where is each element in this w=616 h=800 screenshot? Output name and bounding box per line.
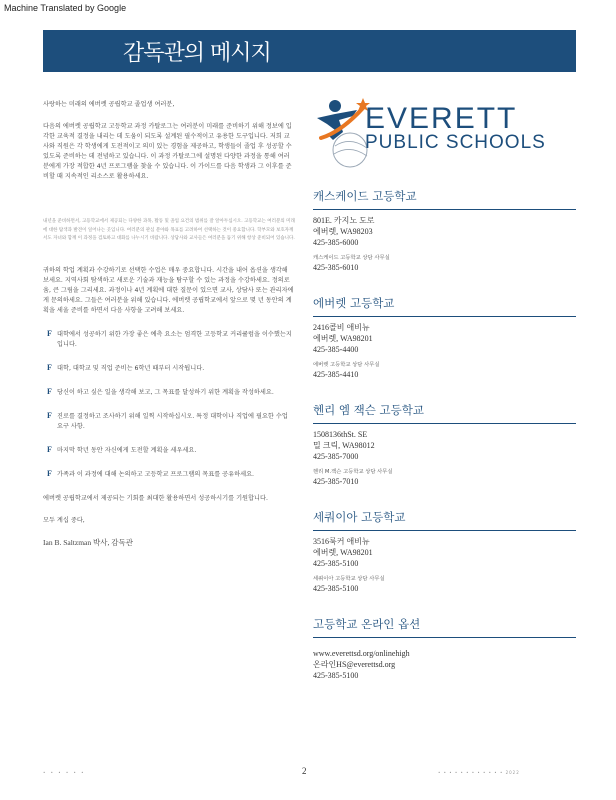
school-name: 헨리 엠 잭슨 고등학교 — [313, 402, 576, 424]
bullet-item — [43, 330, 295, 350]
bullet-item — [43, 470, 295, 480]
school-cascade — [313, 188, 576, 273]
regards: 모두 계십 중다, — [43, 516, 85, 524]
logo-word-public-schools: PUBLIC SCHOOLS — [365, 132, 546, 153]
online-email-link[interactable]: 온라인HS@everettsd.org — [313, 660, 396, 669]
school-street: 1508136thSt. SE — [313, 430, 368, 439]
signature: Ian B. Saltzman 박사, 감독관 — [43, 537, 133, 547]
school-name: 캐스케이드 고등학교 — [313, 188, 576, 210]
second-paragraph: 내년을 준비하면서, 고등학교에서 제공되는 다양한 과목, 활동 및 졸업 요건의 범위를 잘 알아두십시오. 고등학교는 여러분의 미래에 대한 탐색과 발견이 일어나는 곳입니다. 여러분의 관심 분야와 목표를 고려하여 선택하는 것이 중요합니다. 학부모와 보호자께서도 자녀와 함께 이 과정을 검토하고 대화를 나누시기 바랍니다. 상담사와 교사들은 여러분을 돕기 위해 항상 준비되어 있습니다. — [43, 219, 295, 241]
bullet-text: 대학에서 성공하기 위한 가장 좋은 예측 요소는 엄격한 고등학교 커리큘럼을 이수했는지입니다. — [57, 330, 292, 348]
bullet-item — [43, 364, 295, 374]
bullet-text: 당신이 하고 싶은 일을 생각해 보고, 그 목표를 달성하기 위한 계획을 작성하세요. — [57, 388, 274, 396]
counseling-phone: 425-385-7010 — [313, 477, 359, 486]
planning-paragraph: 귀하의 학업 계획과 수강하기로 선택한 수업은 매우 중요합니다. 시간을 내어 옵션을 생각해 보세요. 지역사회 탐색하고 새로운 기술과 재능을 탐구할 수 있는 과정을 수강하세요. 정의로움, 큰 그림을 그리세요. 과정이나 4년 계획에 대한 질문이 있으면 교사, 상담사 또는 관리자에게 문의하세요. 그들은 여러분을 위해 있습니다. 에버렛 공립학교에서 앞으로 몇 년 동안의 계획을 세울 준비를 하면서 다음 사항을 고려해 보세요. — [43, 266, 294, 314]
counseling-office: 캐스케이드 고등학교 상담 사무실 — [313, 255, 390, 261]
title-banner — [43, 30, 576, 72]
school-name: 에버렛 고등학교 — [313, 295, 576, 317]
bullet-item — [43, 388, 295, 398]
counseling-phone: 425-385-6010 — [313, 263, 359, 272]
online-title: 고등학교 온라인 옵션 — [313, 616, 576, 638]
intro-paragraph: 다음의 에버렛 공립학교 고등학교 과정 카탈로그는 여러분이 미래를 준비하기 위해 정보에 입각한 교육적 결정을 내리는 데 도움이 되도록 설계된 필수적이고 유용한 도구입니다. 저희 교사와 직원은 각 학생에게 도전적이고 의미 있는 경험을 제공하고, 학생들이 졸업 후 성공할 수 있도록 준비하는 데 전념하고 있습니다. 이 과정 카탈로그에 설명된 다양한 과정을 통해 여러분에게 가장 적합한 4년 프로그램을 찾을 수 있습니다. 이 가이드를 다음 학생과 그 이후를 준비할 때 지속적인 리소스로 활용하세요. — [43, 123, 292, 180]
school-address — [313, 536, 576, 569]
school-city: 밀 크릭, WA98012 — [313, 441, 375, 450]
school-address — [313, 322, 576, 355]
online-options — [313, 616, 576, 681]
school-city: 에버렛, WA98203 — [313, 227, 373, 236]
school-city: 에버렛, WA98201 — [313, 548, 373, 557]
bullet-marker-icon: F — [47, 362, 52, 372]
bullet-marker-icon: F — [47, 468, 52, 478]
logo-figure-icon — [313, 88, 373, 168]
bullet-item — [43, 412, 295, 432]
online-phone: 425-385-5100 — [313, 671, 359, 680]
bullet-text: 가족과 이 과정에 대해 논의하고 고등학교 프로그램의 목표를 공유하세요. — [57, 470, 255, 478]
counseling-office: 헨리 M.잭슨 고등학교 상담 사무실 — [313, 469, 393, 475]
bullet-text: 대학, 대학교 및 직업 준비는 6학년 때부터 시작됩니다. — [57, 364, 205, 372]
letter-column — [43, 100, 295, 560]
online-contact — [313, 648, 576, 681]
page-number: 2 — [302, 766, 307, 776]
counseling-phone: 425-385-5100 — [313, 584, 359, 593]
bullet-marker-icon: F — [47, 444, 52, 454]
counseling-office: 세쿼이아 고등학교 상담 사무실 — [313, 576, 385, 582]
bullet-item — [43, 446, 295, 456]
school-everett — [313, 295, 576, 380]
counseling-phone: 425-385-4410 — [313, 370, 359, 379]
school-phone: 425-385-7000 — [313, 452, 359, 461]
school-street: 801E. 카지노 도로 — [313, 216, 375, 225]
logo-word-everett: EVERETT — [365, 102, 518, 135]
school-jackson — [313, 402, 576, 487]
bullet-marker-icon: F — [47, 328, 52, 338]
school-address — [313, 429, 576, 462]
school-sequoia — [313, 509, 576, 594]
footer-right: • • • • • • • • • • • • 2022 — [438, 770, 520, 775]
school-address — [313, 215, 576, 248]
school-city: 에버렛, WA98201 — [313, 334, 373, 343]
bullet-marker-icon: F — [47, 386, 52, 396]
page-title: 감독관의 메시지 — [123, 41, 271, 66]
everett-logo — [313, 88, 576, 168]
footer-left: • • • • • • — [43, 770, 86, 775]
counseling-office: 에버렛 고등학교 상담 사무실 — [313, 362, 380, 368]
school-phone: 425-385-6000 — [313, 238, 359, 247]
school-street: 2416콜비 애비뉴 — [313, 323, 370, 332]
online-url-link[interactable]: www.everettsd.org/onlinehigh — [313, 649, 410, 658]
machine-translated-label: Machine Translated by Google — [4, 3, 127, 13]
school-phone: 425-385-5100 — [313, 559, 359, 568]
closing-paragraph: 에버렛 공립학교에서 제공되는 기회를 최대한 활용하면서 성공하시기를 기원합니다. — [43, 494, 268, 502]
bullet-marker-icon: F — [47, 410, 52, 420]
school-directory — [313, 88, 576, 681]
school-street: 3516룩커 애비뉴 — [313, 537, 370, 546]
greeting: 사랑하는 미래의 에버렛 공립학교 졸업생 여러분, — [43, 101, 175, 108]
bullet-text: 진로를 결정하고 조사하기 위해 일찍 시작하십시오. 특정 대학이나 직업에 필요한 수업 요구 사항. — [57, 412, 288, 430]
bullet-text: 마지막 학년 동안 자신에게 도전할 계획을 세우세요. — [57, 446, 197, 454]
school-name: 세쿼이아 고등학교 — [313, 509, 576, 531]
school-phone: 425-385-4400 — [313, 345, 359, 354]
